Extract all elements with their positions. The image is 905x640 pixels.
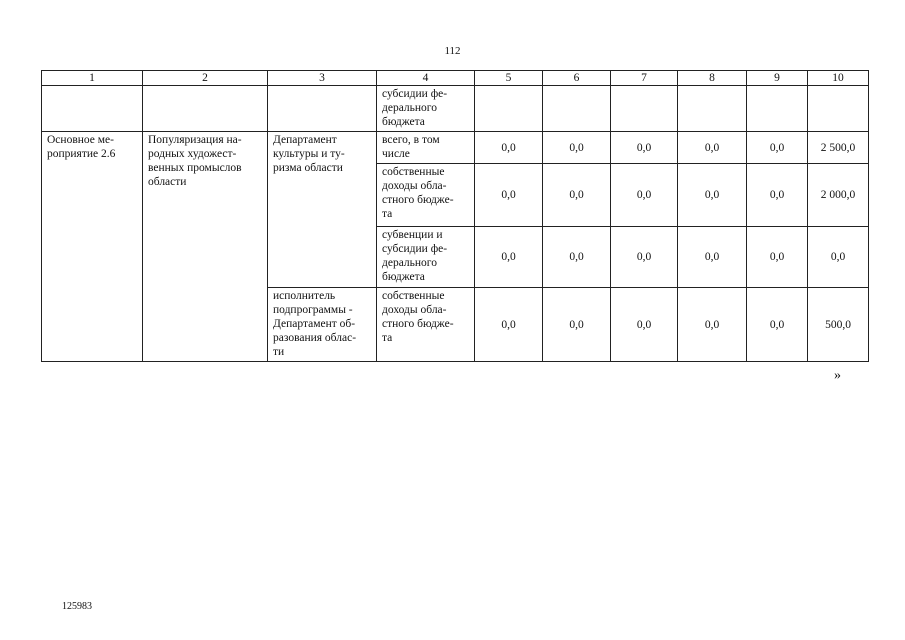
header-cell: 6 [543,71,611,86]
value-cell: 0,0 [678,227,747,288]
empty-cell [611,86,678,132]
value-cell: 0,0 [747,164,808,227]
value-cell: 0,0 [747,288,808,362]
header-cell: 10 [808,71,869,86]
empty-cell [747,86,808,132]
value-cell: 0,0 [747,132,808,164]
value-cell: 2 500,0 [808,132,869,164]
value-cell: 0,0 [678,288,747,362]
header-row [42,71,869,86]
value-cell: 0,0 [611,227,678,288]
budget-table [41,70,869,362]
value-cell: 0,0 [475,227,543,288]
value-cell: 0,0 [678,164,747,227]
value-cell: 2 000,0 [808,164,869,227]
empty-cell [268,86,377,132]
activity-cell: Основное ме- роприятие 2.6 [42,132,143,362]
empty-cell [42,86,143,132]
executor-cell: Департамент культуры и ту- ризма области [268,132,377,288]
empty-cell [143,86,268,132]
funding-source-cell: субвенции и субсидии фе- дерального бюджета [377,227,475,288]
value-cell: 0,0 [611,164,678,227]
value-cell: 500,0 [808,288,869,362]
funding-source-cell: собственные доходы обла- стного бюдже- та [377,164,475,227]
value-cell: 0,0 [543,288,611,362]
description-cell: Популяризация на- родных художест- венных промыслов области [143,132,268,362]
header-cell: 9 [747,71,808,86]
value-cell: 0,0 [543,227,611,288]
header-cell: 3 [268,71,377,86]
header-cell: 2 [143,71,268,86]
table-row [42,132,869,164]
funding-source-cell: собственные доходы обла- стного бюдже- та [377,288,475,362]
empty-cell [543,86,611,132]
value-cell: 0,0 [543,132,611,164]
funding-source-cell: всего, в том числе [377,132,475,164]
funding-source-cell: субсидии фе- дерального бюджета [377,86,475,132]
executor-cell: исполнитель подпрограммы - Департамент об- разования облас- ти [268,288,377,362]
header-cell: 4 [377,71,475,86]
header-cell: 1 [42,71,143,86]
value-cell: 0,0 [543,164,611,227]
value-cell: 0,0 [611,288,678,362]
header-cell: 8 [678,71,747,86]
header-cell: 7 [611,71,678,86]
empty-cell [678,86,747,132]
value-cell: 0,0 [475,132,543,164]
footer-code: 125983 [62,601,92,612]
table-row [42,86,869,132]
empty-cell [808,86,869,132]
value-cell: 0,0 [747,227,808,288]
closing-quote: » [834,368,841,383]
header-cell: 5 [475,71,543,86]
page-number: 112 [444,45,461,57]
value-cell: 0,0 [475,288,543,362]
value-cell: 0,0 [611,132,678,164]
empty-cell [475,86,543,132]
value-cell: 0,0 [678,132,747,164]
value-cell: 0,0 [475,164,543,227]
value-cell: 0,0 [808,227,869,288]
